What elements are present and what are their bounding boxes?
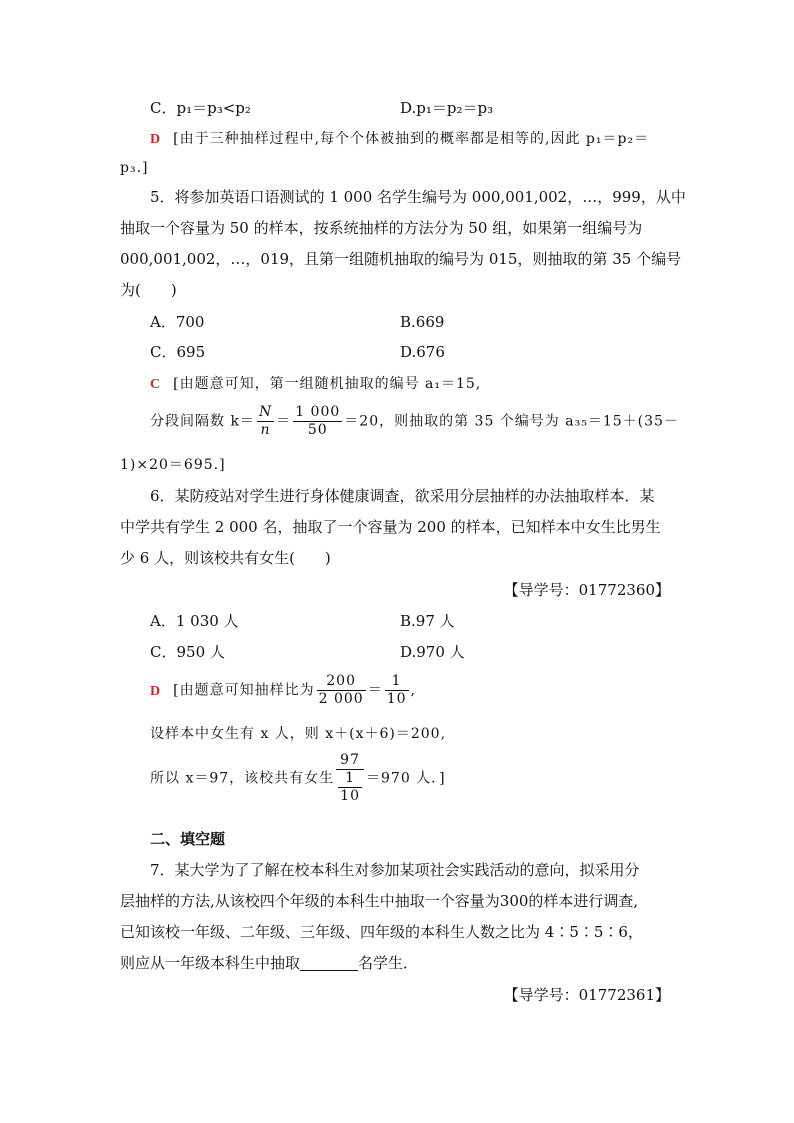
question-7-text: 则应从一年级本科生中抽取 xyxy=(120,954,301,972)
explanation-text: ＝20，则抽取的第 35 个编号为 a₃₅＝15＋(35－ xyxy=(344,413,679,430)
explanation-formula xyxy=(150,752,446,805)
option-c: C．p₁＝p₃<p₂ xyxy=(150,99,251,117)
question-6-text: 6．某防疫站对学生进行身体健康调查，欲采用分层抽样的办法抽取样本．某 xyxy=(150,487,655,505)
equals-sign: ＝ xyxy=(276,413,292,430)
numerator: 1 xyxy=(391,673,402,689)
option-a: A．1 030 人 xyxy=(150,612,239,630)
explanation-text: [由题意可知，第一组随机抽取的编号 a₁＝15, xyxy=(173,376,482,392)
denominator xyxy=(336,769,364,805)
explanation-text: 设样本中女生有 x 人，则 x＋(x＋6)＝200, xyxy=(150,726,447,742)
question-7-text: 名学生． xyxy=(358,954,419,972)
denominator: 2 000 xyxy=(318,691,364,707)
explanation-text: [由于三种抽样过程中,每个个体被抽到的概率都是相等的,因此 p₁＝p₂＝ xyxy=(173,131,650,147)
fraction xyxy=(317,673,366,708)
complex-fraction xyxy=(336,752,364,805)
fraction xyxy=(338,770,362,805)
denominator: 10 xyxy=(386,691,407,707)
numerator: N xyxy=(258,404,273,420)
explanation-text: p₃.] xyxy=(120,160,149,176)
question-6-text: 中学共有学生 2 000 名，抽取了一个容量为 200 的样本，已知样本中女生比男生 xyxy=(120,518,661,536)
question-7-text xyxy=(120,953,418,973)
fraction xyxy=(293,404,342,439)
option-d: D.970 人 xyxy=(400,643,465,661)
explanation-formula xyxy=(150,404,679,439)
answer-letter: D xyxy=(150,132,162,147)
question-5-text: 5．将参加英语口语测试的 1 000 名学生编号为 000,001,002，…，999，从中 xyxy=(150,188,686,206)
option-d: D.p₁＝p₂＝p₃ xyxy=(400,99,494,117)
answer-letter: D xyxy=(150,683,162,699)
explanation-text: 1)×20＝695.] xyxy=(120,457,226,473)
explanation-formula xyxy=(150,673,416,708)
guide-number: 【导学号：01772361】 xyxy=(503,986,670,1004)
section-heading: 二、填空题 xyxy=(150,830,226,848)
denominator: 10 xyxy=(340,788,360,804)
numerator: 200 xyxy=(326,673,356,689)
answer-letter: C xyxy=(150,377,162,392)
explanation-text: ＝970 人．] xyxy=(366,770,446,787)
question-5-text: 抽取一个容量为 50 的样本，按系统抽样的方法分为 50 组，如果第一组编号为 xyxy=(120,219,643,237)
answer-blank[interactable] xyxy=(300,954,358,971)
question-5-text: 000,001,002，…，019，且第一组随机抽取的编号为 015，则抽取的第 35 个编号 xyxy=(120,250,682,268)
option-d: D.676 xyxy=(400,343,445,361)
numerator: 1 000 xyxy=(295,404,341,420)
option-b: B.669 xyxy=(400,313,445,331)
explanation-text: 分段间隔数 k＝ xyxy=(150,413,255,430)
option-b: B.97 人 xyxy=(400,612,455,630)
option-c: C．695 xyxy=(150,343,206,361)
explanation-text: 所以 x＝97，该校共有女生 xyxy=(150,770,335,787)
numerator: 97 xyxy=(340,752,360,768)
denominator: n xyxy=(257,421,274,439)
question-7-text: 已知该校一年级、二年级、三年级、四年级的本科生人数之比为 4∶5∶5∶6， xyxy=(120,923,643,941)
guide-number: 【导学号：01772360】 xyxy=(503,581,670,599)
answer-explanation xyxy=(150,374,481,395)
fraction xyxy=(385,673,409,708)
fraction xyxy=(257,404,274,439)
question-6-text: 少 6 人，则该校共有女生( ) xyxy=(120,549,331,567)
denominator: 50 xyxy=(293,421,342,439)
explanation-text: , xyxy=(410,682,416,699)
question-7-text: 层抽样的方法,从该校四个年级的本科生中抽取一个容量为300的样本进行调查, xyxy=(120,892,639,910)
question-5-text: 为( ) xyxy=(120,281,177,299)
answer-explanation xyxy=(150,129,649,150)
explanation-text: [由题意可知抽样比为 xyxy=(173,682,315,699)
option-c: C．950 人 xyxy=(150,643,225,661)
equals-sign: ＝ xyxy=(367,682,383,699)
numerator: 1 xyxy=(345,770,356,786)
option-a: A．700 xyxy=(150,313,205,331)
question-7-text: 7．某大学为了了解在校本科生对参加某项社会实践活动的意向，拟采用分 xyxy=(150,861,640,879)
